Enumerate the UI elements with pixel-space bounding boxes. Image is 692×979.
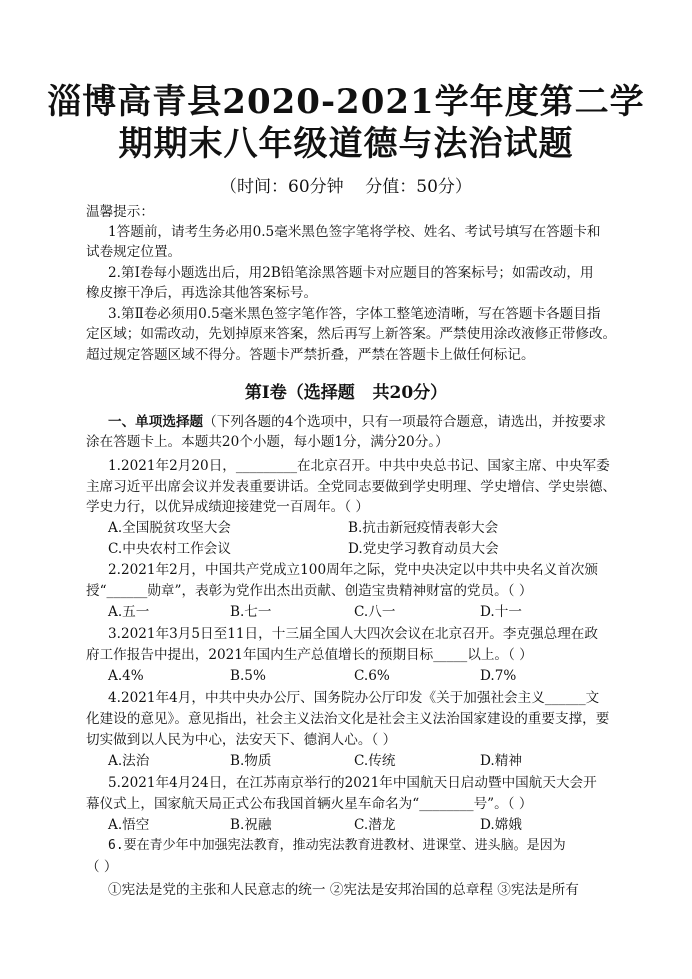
question-line: 切实做到以人民为中心，法安天下、德润人心。（ ）: [86, 732, 397, 748]
question-line: 幕仪式上，国家航天局正式公布我国首辆火星车命名为“________号”。（ ）: [86, 796, 533, 812]
part-one-label: 一、单项选择题: [108, 414, 204, 430]
notice-line: 定区域；如需改动，先划掉原来答案，然后再写上新答案。严禁使用涂改液修正带修改。: [86, 326, 617, 342]
option-b: B.5%: [230, 668, 266, 684]
question-line: 授“______勋章”，表彰为党作出杰出贡献、创造宝贵精神财富的党员。（ ）: [86, 583, 533, 599]
option-c: C.传统: [354, 753, 396, 769]
option-c: C.中央农村工作会议: [108, 541, 231, 557]
option-b: B.祝融: [230, 817, 272, 833]
question-line: 6.要在青少年中加强宪法教育，推动宪法教育进教材、进课堂、进头脑。是因为: [108, 838, 566, 853]
part-one-intro-cont: 涂在答题卡上。本题共20个小题，每小题1分，满分20分。）: [86, 434, 449, 450]
option-d: D.党史学习教育动员大会: [348, 541, 499, 557]
option-d: D.十一: [480, 604, 522, 620]
question-line: 主席习近平出席会议并发表重要讲话。全党同志要做到学史明理、学史增信、学史崇德、: [86, 479, 617, 495]
exam-title-line2: 期期末八年级道德与法治试题: [118, 124, 574, 164]
section-title: 第Ⅰ卷（选择题 共20分）: [244, 383, 448, 403]
question-line: 3.2021年3月5日至11日，十三届全国人大四次会议在北京召开。李克强总理在政: [108, 626, 598, 642]
question-line: 5.2021年4月24日，在江苏南京举行的2021年中国航天日启动暨中国航天大会开: [108, 775, 597, 791]
exam-time-score: （时间：60分钟 分值：50分）: [220, 177, 472, 197]
option-d: D.7%: [480, 668, 517, 684]
question-line: 4.2021年4月，中共中央办公厅、国务院办公厅印发《关于加强社会主义______文: [108, 690, 600, 706]
exam-title-line1: 淄博高青县2020-2021学年度第二学: [47, 82, 645, 122]
question-line: 府工作报告中提出，2021年国内生产总值增长的预期目标_____以上。（ ）: [86, 647, 533, 663]
option-a: A.悟空: [108, 817, 150, 833]
question-line: 2.2021年2月，中国共产党成立100周年之际，党中央决定以中共中央名义首次颁: [108, 562, 598, 578]
option-c: C.八一: [354, 604, 396, 620]
question-line: 学史力行，以优异成绩迎接建党一百周年。（ ）: [86, 499, 369, 515]
option-a: A.五一: [108, 604, 150, 620]
option-b: B.抗击新冠疫情表彰大会: [348, 520, 499, 536]
option-d: D.嫦娥: [480, 817, 522, 833]
part-one-intro: [108, 412, 606, 432]
option-c: C.潜龙: [354, 817, 396, 833]
notice-line: 试卷规定位置。: [86, 244, 182, 260]
option-b: B.物质: [230, 753, 272, 769]
notice-line: 超过规定答题区域不得分。答题卡严禁折叠，严禁在答题卡上做任何标记。: [86, 347, 535, 363]
option-a: A.全国脱贫攻坚大会: [108, 520, 231, 536]
question-line: ①宪法是党的主张和人民意志的统一 ②宪法是安邦治国的总章程 ③宪法是所有: [108, 882, 579, 898]
option-d: D.精神: [480, 753, 522, 769]
question-line: 1.2021年2月20日，_________在北京召开。中共中央总书记、国家主席、中央军委: [108, 458, 610, 474]
part-one-instructions: （下列各题的4个选项中，只有一项最符合题意，请选出，并按要求: [203, 414, 607, 430]
notice-line: 橡皮擦干净后，再选涂其他答案标号。: [86, 285, 318, 301]
notice-heading: 温馨提示：: [86, 204, 154, 220]
option-b: B.七一: [230, 604, 272, 620]
notice-line: 3.第Ⅱ卷必须用0.5毫米黑色签字笔作答，字体工整笔迹清晰，写在答题卡各题目指: [108, 306, 601, 322]
notice-line: 2.第Ⅰ卷每小题选出后，用2B铅笔涂黑答题卡对应题目的答案标号；如需改动，用: [108, 265, 594, 281]
question-line: （ ）: [86, 859, 118, 875]
option-a: A.4%: [108, 668, 144, 684]
option-a: A.法治: [108, 753, 150, 769]
option-c: C.6%: [354, 668, 390, 684]
question-line: 化建设的意见》。意见指出，社会主义法治文化是社会主义法治国家建设的重要支撑，要: [86, 711, 610, 727]
notice-line: 1答题前，请考生务必用0.5毫米黑色签字笔将学校、姓名、考试号填写在答题卡和: [108, 224, 601, 240]
